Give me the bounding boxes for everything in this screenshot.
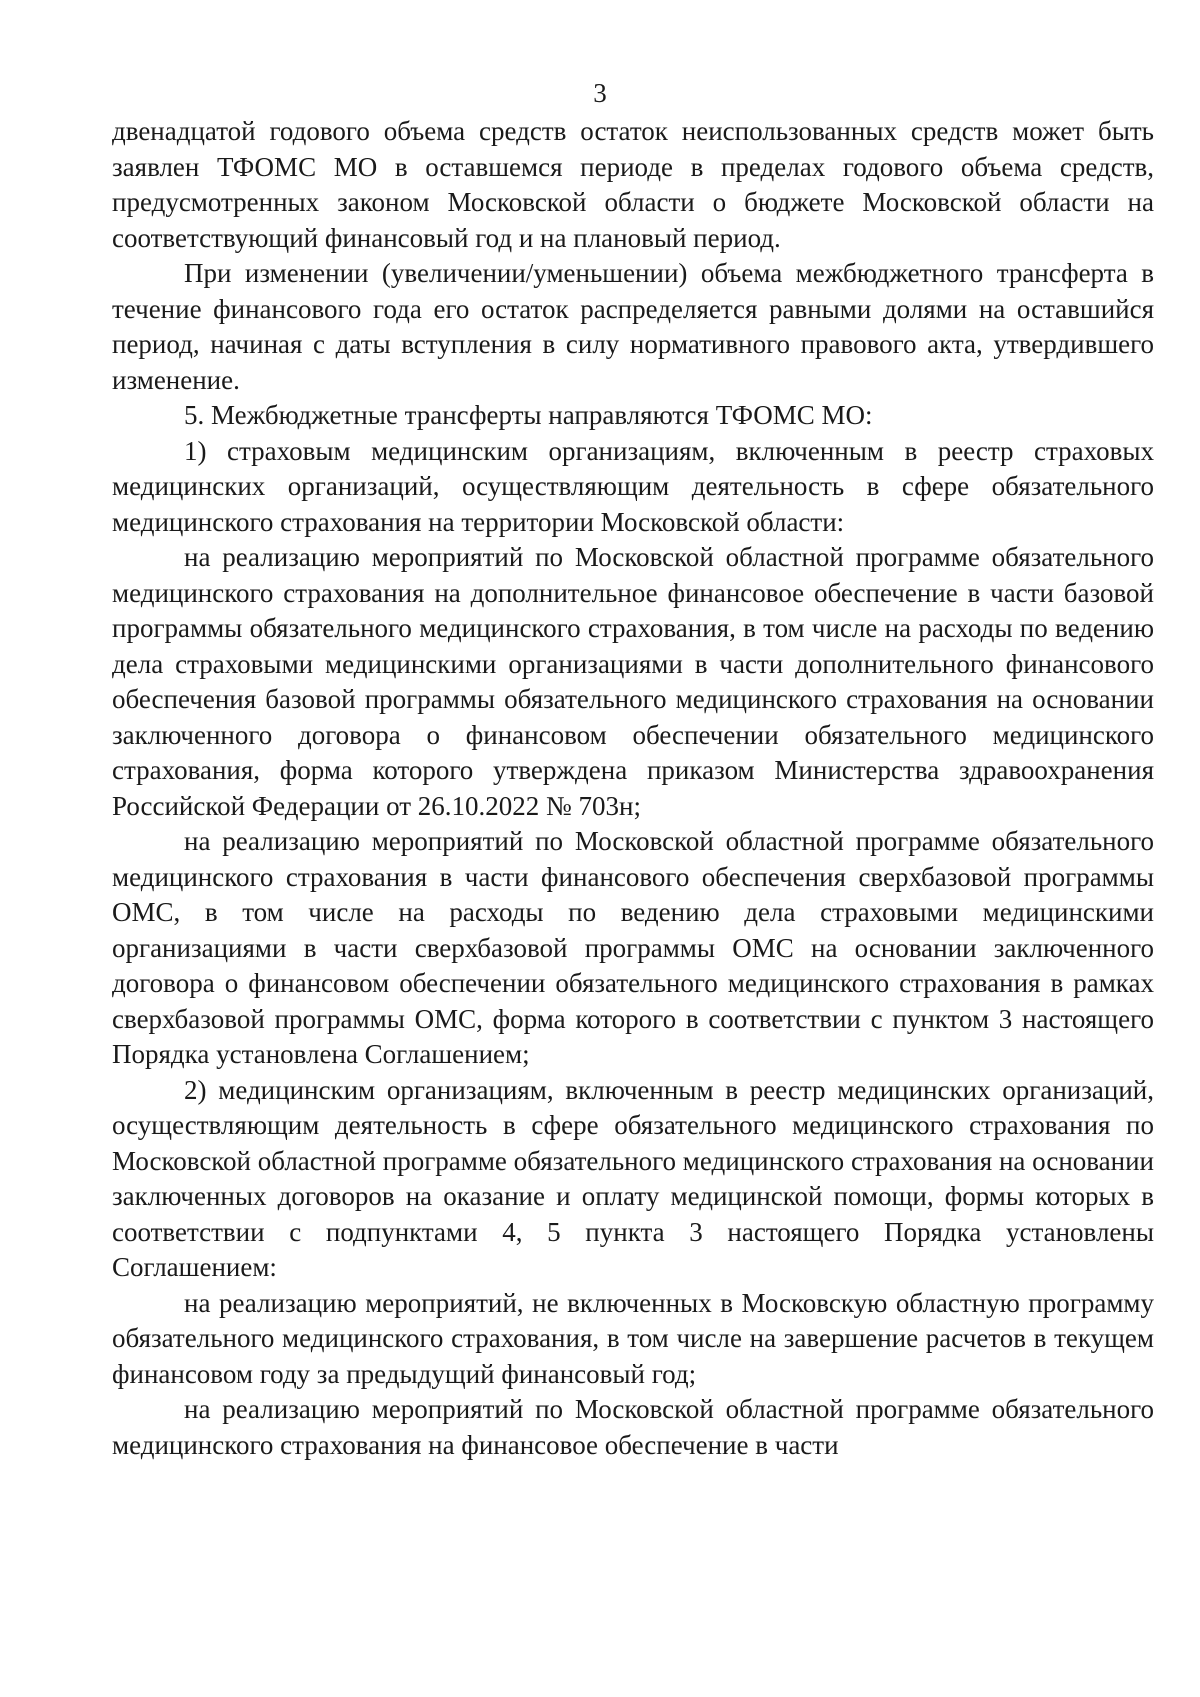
paragraph-item-5-heading: 5. Межбюджетные трансферты направляются ТФОМС МО: xyxy=(184,400,873,430)
paragraph-continuation: двенадцатой годового объема средств остаток неиспользованных средств может быть заявлен ТФОМС МО в оставшемся периоде в пределах годового объема средств, предусмотренных законом Московской области о бюджете Московской области на соответствующий финансовый год и на плановый период. xyxy=(112,116,1154,253)
paragraph-subitem-2: 2) медицинским организациям, включенным в реестр медицинских организаций, осуществляющим деятельность в сфере обязательного медицинского страхования по Московской областной программе обязательного медицинского страхования на основании заключенных договоров на оказание и оплату медицинской помощи, формы которых в соответствии с подпунктами 4, 5 пункта 3 настоящего Порядка установлены Соглашением: xyxy=(112,1074,1154,1282)
page-number: 3 xyxy=(593,78,607,108)
paragraph-budget-change: При изменении (увеличении/уменьшении) объема межбюджетного трансферта в течение финансового года его остаток распределяется равными долями на оставшийся период, начиная с даты вступления в силу нормативного правового акта, утвердившего изменение. xyxy=(112,258,1154,395)
paragraph-non-program-activities: на реализацию мероприятий, не включенных в Московскую областную программу обязательного медицинского страхования, в том числе на завершение расчетов в текущем финансовом году за предыдущий финансовый год; xyxy=(112,1287,1154,1389)
paragraph-program-financing: на реализацию мероприятий по Московской областной программе обязательного медицинского страхования на финансовое обеспечение в части xyxy=(112,1394,1154,1460)
paragraph-above-base-program: на реализацию мероприятий по Московской областной программе обязательного медицинского страхования в части финансового обеспечения сверхбазовой программы ОМС, в том числе на расходы по ведению дела страховыми медицинскими организациями в части сверхбазовой программы ОМС на основании заключенного договора о финансовом обеспечении обязательного медицинского страхования в рамках сверхбазовой программы ОМС, форма которого в соответствии с пунктом 3 настоящего Порядка установлена Соглашением; xyxy=(112,826,1154,1069)
document-body xyxy=(112,114,1154,1463)
paragraph-subitem-1: 1) страховым медицинским организациям, включенным в реестр страховых медицинских организаций, осуществляющим деятельность в сфере обязательного медицинского страхования на территории Московской области: xyxy=(112,435,1154,537)
paragraph-additional-financing: на реализацию мероприятий по Московской областной программе обязательного медицинского страхования на дополнительное финансовое обеспечение в части базовой программы обязательного медицинского страхования, в том числе на расходы по ведению дела страховыми медицинскими организациями в части дополнительного финансового обеспечения базовой программы обязательного медицинского страхования на основании заключенного договора о финансовом обеспечении обязательного медицинского страхования, форма которого утверждена приказом Министерства здравоохранения Российской Федерации от 26.10.2022 № 703н; xyxy=(112,542,1154,821)
